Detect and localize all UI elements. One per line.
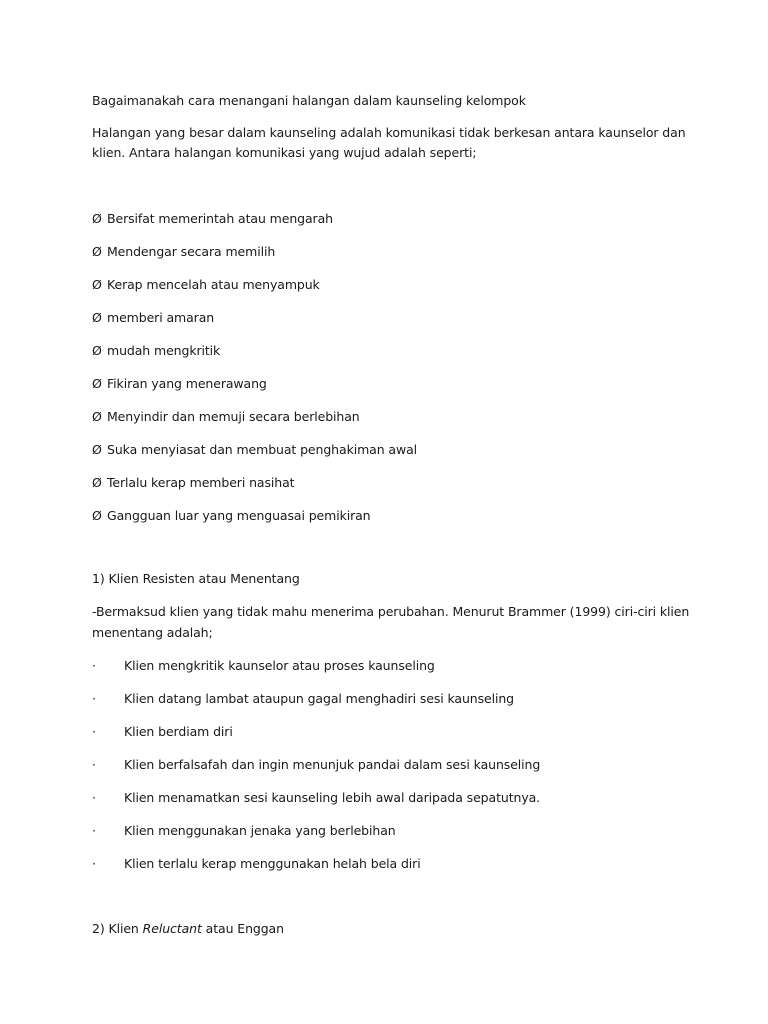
resistant-trait-item: Klien terlalu kerap menggunakan helah bela diri [124, 856, 421, 871]
section-1-title: 1) Klien Resisten atau Menentang [92, 571, 300, 586]
dot-bullet-icon: · [92, 658, 96, 673]
arrow-bullet-icon: Ø [92, 508, 102, 523]
barrier-list-item: Terlalu kerap memberi nasihat [107, 475, 295, 490]
intro-paragraph-line-1: Halangan yang besar dalam kaunseling adalah komunikasi tidak berkesan antara kaunselor dan [92, 125, 686, 140]
resistant-trait-item: Klien mengkritik kaunselor atau proses kaunseling [124, 658, 435, 673]
arrow-bullet-icon: Ø [92, 310, 102, 325]
barrier-list-item: memberi amaran [107, 310, 215, 325]
arrow-bullet-icon: Ø [92, 277, 102, 292]
resistant-trait-item: Klien berdiam diri [124, 724, 233, 739]
barrier-list-item: Bersifat memerintah atau mengarah [107, 211, 333, 226]
resistant-trait-item: Klien berfalsafah dan ingin menunjuk pandai dalam sesi kaunseling [124, 757, 541, 772]
dot-bullet-icon: · [92, 757, 96, 772]
intro-paragraph-line-2: klien. Antara halangan komunikasi yang wujud adalah seperti; [92, 145, 477, 160]
dot-bullet-icon: · [92, 823, 96, 838]
barrier-list-item: Gangguan luar yang menguasai pemikiran [107, 508, 371, 523]
section-1-description-line-1: -Bermaksud klien yang tidak mahu menerima perubahan. Menurut Brammer (1999) ciri-ciri klien [92, 604, 690, 619]
arrow-bullet-icon: Ø [92, 475, 102, 490]
document-heading: Bagaimanakah cara menangani halangan dalam kaunseling kelompok [92, 93, 526, 108]
arrow-bullet-icon: Ø [92, 244, 102, 259]
section-2-suffix: atau Enggan [201, 921, 284, 936]
arrow-bullet-icon: Ø [92, 343, 102, 358]
section-2-prefix: 2) Klien [92, 921, 143, 936]
arrow-bullet-icon: Ø [92, 409, 102, 424]
dot-bullet-icon: · [92, 691, 96, 706]
dot-bullet-icon: · [92, 790, 96, 805]
arrow-bullet-icon: Ø [92, 376, 102, 391]
barrier-list-item: mudah mengkritik [107, 343, 221, 358]
barrier-list-item: Kerap mencelah atau menyampuk [107, 277, 320, 292]
arrow-bullet-icon: Ø [92, 442, 102, 457]
resistant-trait-item: Klien datang lambat ataupun gagal menghadiri sesi kaunseling [124, 691, 515, 706]
barrier-list-item: Fikiran yang menerawang [107, 376, 267, 391]
arrow-bullet-icon: Ø [92, 211, 102, 226]
dot-bullet-icon: · [92, 724, 96, 739]
section-1-description-line-2: menentang adalah; [92, 625, 213, 640]
resistant-trait-item: Klien menggunakan jenaka yang berlebihan [124, 823, 396, 838]
section-2-italic-term: Reluctant [142, 921, 202, 936]
section-2-title [92, 920, 284, 938]
dot-bullet-icon: · [92, 856, 96, 871]
barrier-list-item: Mendengar secara memilih [107, 244, 276, 259]
resistant-trait-item: Klien menamatkan sesi kaunseling lebih awal daripada sepatutnya. [124, 790, 541, 805]
barrier-list-item: Suka menyiasat dan membuat penghakiman awal [107, 442, 418, 457]
barrier-list-item: Menyindir dan memuji secara berlebihan [107, 409, 360, 424]
